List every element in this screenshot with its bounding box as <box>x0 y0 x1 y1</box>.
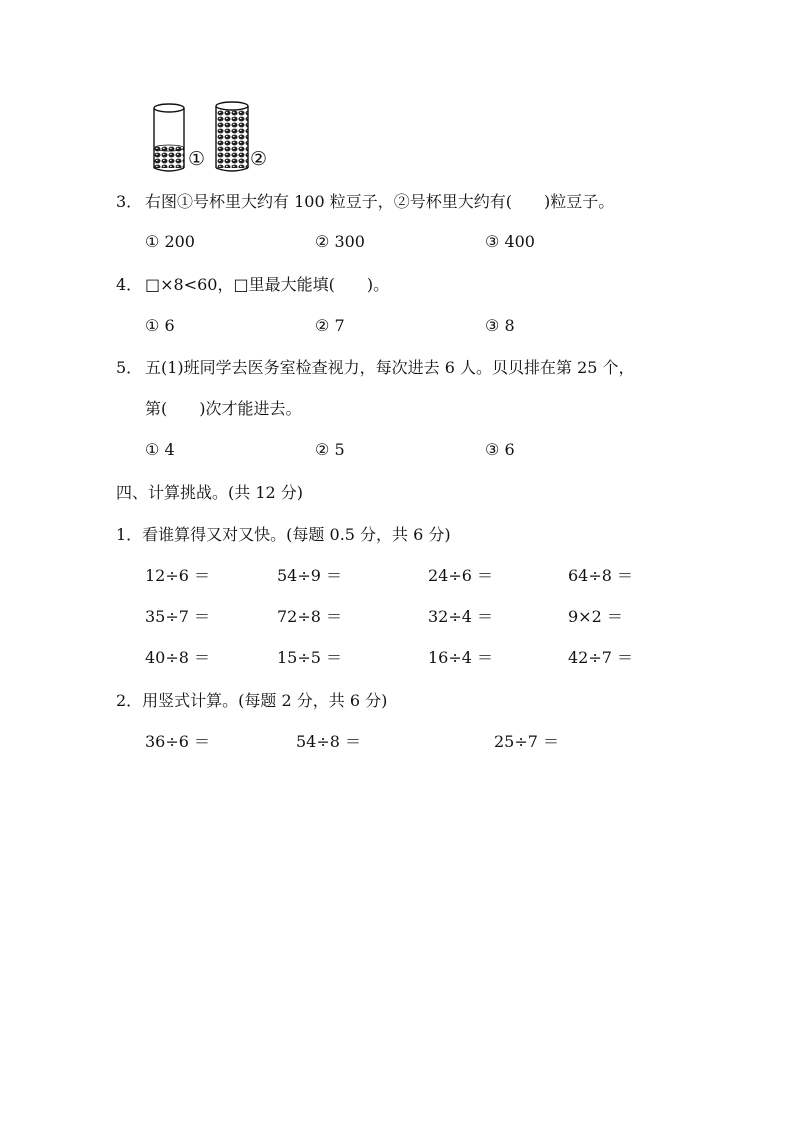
q5-option-1[interactable] <box>145 440 175 460</box>
q3-option-3[interactable] <box>485 232 535 252</box>
option-mark: ① <box>145 440 160 459</box>
option-value: 8 <box>504 316 515 335</box>
q5-option-3[interactable] <box>485 440 515 460</box>
cup-1-label: ① <box>188 148 206 170</box>
section4-heading: 四、计算挑战。(共 12 分) <box>116 483 304 502</box>
q3-number: 3． <box>116 192 143 211</box>
q4-text: □×8<60，□里最大能填( )。 <box>145 275 390 294</box>
option-value: 200 <box>164 232 195 251</box>
option-value: 6 <box>504 440 515 459</box>
q4-option-2[interactable] <box>315 316 345 336</box>
q4-option-1[interactable] <box>145 316 175 336</box>
option-value: 4 <box>164 440 175 459</box>
calc-item: 42÷7 ＝ <box>568 648 634 667</box>
calc-item: 40÷8 ＝ <box>145 648 211 667</box>
cup-2-label: ② <box>250 148 268 170</box>
q5-text-line2: 第( )次才能进去。 <box>145 399 302 418</box>
calc-item: 64÷8 ＝ <box>568 566 634 585</box>
cup-2 <box>216 102 248 171</box>
calc-item: 54÷9 ＝ <box>277 566 343 585</box>
calc-item: 12÷6 ＝ <box>145 566 211 585</box>
q4-number: 4． <box>116 275 143 294</box>
option-mark: ③ <box>485 440 500 459</box>
part1-title: 1．看谁算得又对又快。(每题 0.5 分，共 6 分) <box>116 525 451 544</box>
option-value: 300 <box>334 232 365 251</box>
option-value: 7 <box>334 316 345 335</box>
q5-number: 5． <box>116 358 143 377</box>
q5-text-line1: 五(1)班同学去医务室检查视力，每次进去 6 人。贝贝排在第 25 个， <box>145 358 635 377</box>
option-mark: ③ <box>485 232 500 251</box>
q4-option-3[interactable] <box>485 316 515 336</box>
option-value: 400 <box>504 232 535 251</box>
calc-item: 16÷4 ＝ <box>428 648 494 667</box>
q3-option-1[interactable] <box>145 232 195 252</box>
option-mark: ② <box>315 232 330 251</box>
calc-item: 9×2 ＝ <box>568 607 623 626</box>
calc-item: 24÷6 ＝ <box>428 566 494 585</box>
q5-option-2[interactable] <box>315 440 345 460</box>
option-value: 6 <box>164 316 175 335</box>
calc-item: 35÷7 ＝ <box>145 607 211 626</box>
calc-item: 72÷8 ＝ <box>277 607 343 626</box>
calc-item: 32÷4 ＝ <box>428 607 494 626</box>
option-mark: ② <box>315 316 330 335</box>
option-value: 5 <box>334 440 345 459</box>
calc-item: 15÷5 ＝ <box>277 648 343 667</box>
q3-text: 右图①号杯里大约有 100 粒豆子，②号杯里大约有( )粒豆子。 <box>145 192 615 211</box>
option-mark: ① <box>145 316 160 335</box>
option-mark: ① <box>145 232 160 251</box>
vertical-calc-item: 36÷6 ＝ <box>145 732 211 751</box>
vertical-calc-item: 54÷8 ＝ <box>296 732 362 751</box>
option-mark: ③ <box>485 316 500 335</box>
option-mark: ② <box>315 440 330 459</box>
vertical-calc-item: 25÷7 ＝ <box>494 732 560 751</box>
q3-option-2[interactable] <box>315 232 365 252</box>
part2-title: 2．用竖式计算。(每题 2 分，共 6 分) <box>116 691 388 710</box>
cup-1 <box>154 104 184 171</box>
